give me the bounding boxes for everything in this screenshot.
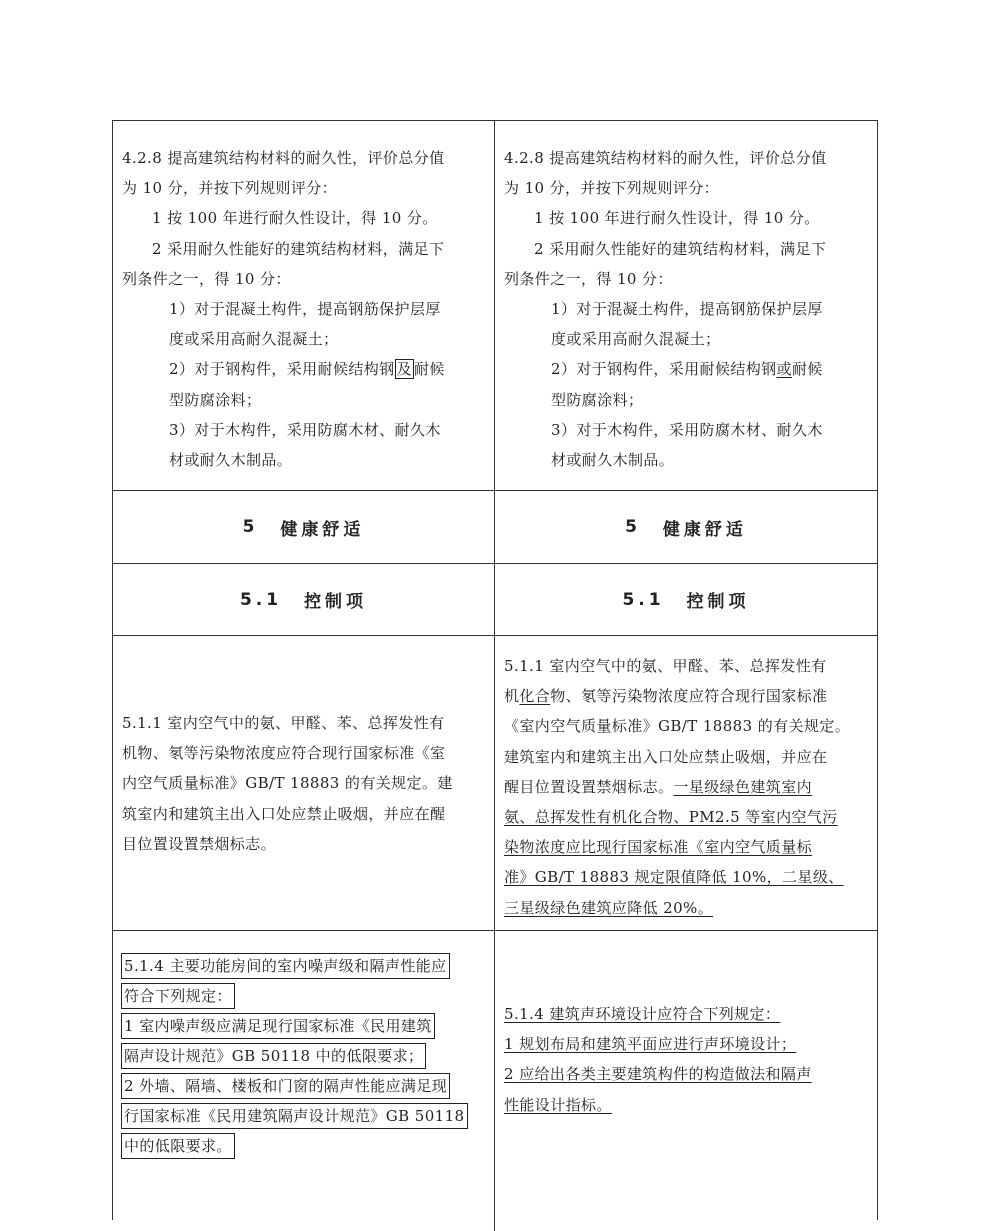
section-number: 5.1 [239,589,283,610]
table-row [113,121,877,491]
text-line: 3）对于木构件，采用防腐木材、耐久木 [169,420,441,439]
underlined-change: 2 应给出各类主要建筑构件的构造做法和隔声 [504,1065,812,1084]
section-heading [113,564,494,635]
table-row [113,636,877,931]
text-fragment: 2）对于钢构件，采用耐候结构钢 [551,360,777,379]
boxed-deleted-text: 5.1.4 主要功能房间的室内噪声级和隔声性能应 [121,953,450,979]
text-line [504,772,869,802]
text-line: 材或耐久木制品。 [551,451,675,470]
text-line: 为 10 分，并按下列规则评分： [122,179,338,198]
text-line: 建筑室内和建筑主出入口处应禁止吸烟，并应在 [504,747,828,766]
section-number: 5.1 [622,589,665,610]
text-line [122,354,486,384]
text-line: 3）对于木构件，采用防腐木材、耐久木 [551,420,823,439]
underlined-change: 或 [776,360,792,379]
text-line: 2 采用耐久性能好的建筑结构材料，满足下 [534,239,827,258]
chapter-heading-cell [113,491,495,563]
section-heading [495,564,877,635]
original-clause-cell [113,636,495,930]
clause-5-1-4-original [121,951,486,1161]
chapter-title: 健康舒适 [280,519,365,540]
chapter-number: 5 [242,517,259,537]
revised-clause-cell [495,636,877,930]
text-fragment: 耐候 [413,360,445,379]
text-line: 1 按 100 年进行耐久性设计，得 10 分。 [534,209,820,228]
chapter-heading [113,491,494,563]
boxed-deleted-text: 2 外墙、隔墙、楼板和门窗的隔声性能应满足现 [121,1073,450,1099]
section-title: 控制项 [686,592,750,612]
table-row [113,931,877,1231]
text-line: 5.1.1 室内空气中的氨、甲醛、苯、总挥发性有 [122,714,445,732]
text-line: 1 按 100 年进行耐久性设计，得 10 分。 [152,209,438,228]
section-heading-cell [495,564,877,635]
text-fragment: 物、氡等污染物浓度应符合现行国家标准 [550,687,828,706]
chapter-title: 健康舒适 [662,519,747,540]
chapter-heading-cell [495,491,877,563]
text-fragment: 2）对于钢构件，采用耐候结构钢 [169,360,395,379]
original-clause-cell [113,931,495,1231]
underlined-change: 化合 [519,687,551,706]
boxed-deleted-text: 1 室内噪声级应满足现行国家标准《民用建筑 [121,1013,435,1039]
text-line: 筑室内和建筑主出入口处应禁止吸烟，并应在醒 [122,804,446,823]
boxed-deleted-text: 隔声设计规范》GB 50118 中的低限要求； [121,1043,426,1069]
underlined-change: 一星级绿色建筑室内 [673,777,813,796]
text-line: 材或耐久木制品。 [169,451,293,470]
text-line: 型防腐涂料； [551,390,644,409]
text-fragment: 机 [504,687,520,706]
text-line: 4.2.8 提高建筑结构材料的耐久性，评价总分值 [122,149,445,167]
clause-4-2-8-original [122,143,486,475]
underlined-change: 三星级绿色建筑应降低 20%。 [504,898,714,917]
section-heading-cell [113,564,495,635]
text-line: 1）对于混凝土构件，提高钢筋保护层厚 [551,300,823,319]
underlined-change: 氨、总挥发性有机化合物、PM2.5 等室内空气污 [504,808,838,827]
text-line: 内空气质量标准》GB/T 18883 的有关规定。建 [122,774,453,793]
text-line: 《室内空气质量标准》GB/T 18883 的有关规定。 [504,717,851,736]
text-line: 度或采用高耐久混凝土； [169,330,339,349]
boxed-deleted-text: 行国家标准《民用建筑隔声设计规范》GB 50118 [121,1103,468,1129]
text-line: 2 采用耐久性能好的建筑结构材料，满足下 [152,239,445,258]
chapter-number: 5 [625,517,641,537]
underlined-change: 准》GB/T 18883 规定限值降低 10%，二星级、 [504,868,844,887]
clause-5-1-1-revised [504,651,869,923]
text-line: 列条件之一，得 10 分： [122,269,291,288]
text-line: 目位置设置禁烟标志。 [122,834,277,853]
text-line: 度或采用高耐久混凝土； [551,330,721,349]
text-line: 4.2.8 提高建筑结构材料的耐久性，评价总分值 [504,149,827,167]
underlined-change: 1 规划布局和建筑平面应进行声环境设计； [504,1035,797,1054]
revised-clause-cell [495,931,877,1231]
comparison-table [112,120,878,1220]
table-row [113,491,877,564]
section-title: 控制项 [304,592,368,612]
text-line [504,681,869,711]
boxed-deleted-text: 中的低限要求。 [121,1133,235,1159]
underlined-change: 性能设计指标。 [504,1095,612,1114]
revised-clause-cell [495,121,877,490]
table-row [113,564,877,636]
original-clause-cell [113,121,495,490]
underlined-change: 染物浓度应比现行国家标准《室内空气质量标 [504,838,813,857]
boxed-deleted-text: 符合下列规定： [121,983,235,1009]
boxed-change-mark: 及 [396,360,412,379]
clause-4-2-8-revised [504,143,869,475]
text-line: 为 10 分，并按下列规则评分： [504,179,720,198]
text-line: 型防腐涂料； [169,390,262,409]
text-fragment: 醒目位置设置禁烟标志。 [504,777,674,796]
clause-5-1-1-original [122,708,486,859]
text-line: 5.1.1 室内空气中的氨、甲醛、苯、总挥发性有 [504,657,827,675]
text-fragment: 耐候 [791,360,823,379]
text-line: 机物、氡等污染物浓度应符合现行国家标准《室 [122,744,446,763]
text-line: 列条件之一，得 10 分： [504,269,673,288]
clause-5-1-4-revised [504,999,869,1120]
text-line: 1）对于混凝土构件，提高钢筋保护层厚 [169,300,441,319]
text-line [504,354,869,384]
chapter-heading [495,491,877,563]
underlined-change: 5.1.4 建筑声环境设计应符合下列规定： [504,1005,781,1023]
